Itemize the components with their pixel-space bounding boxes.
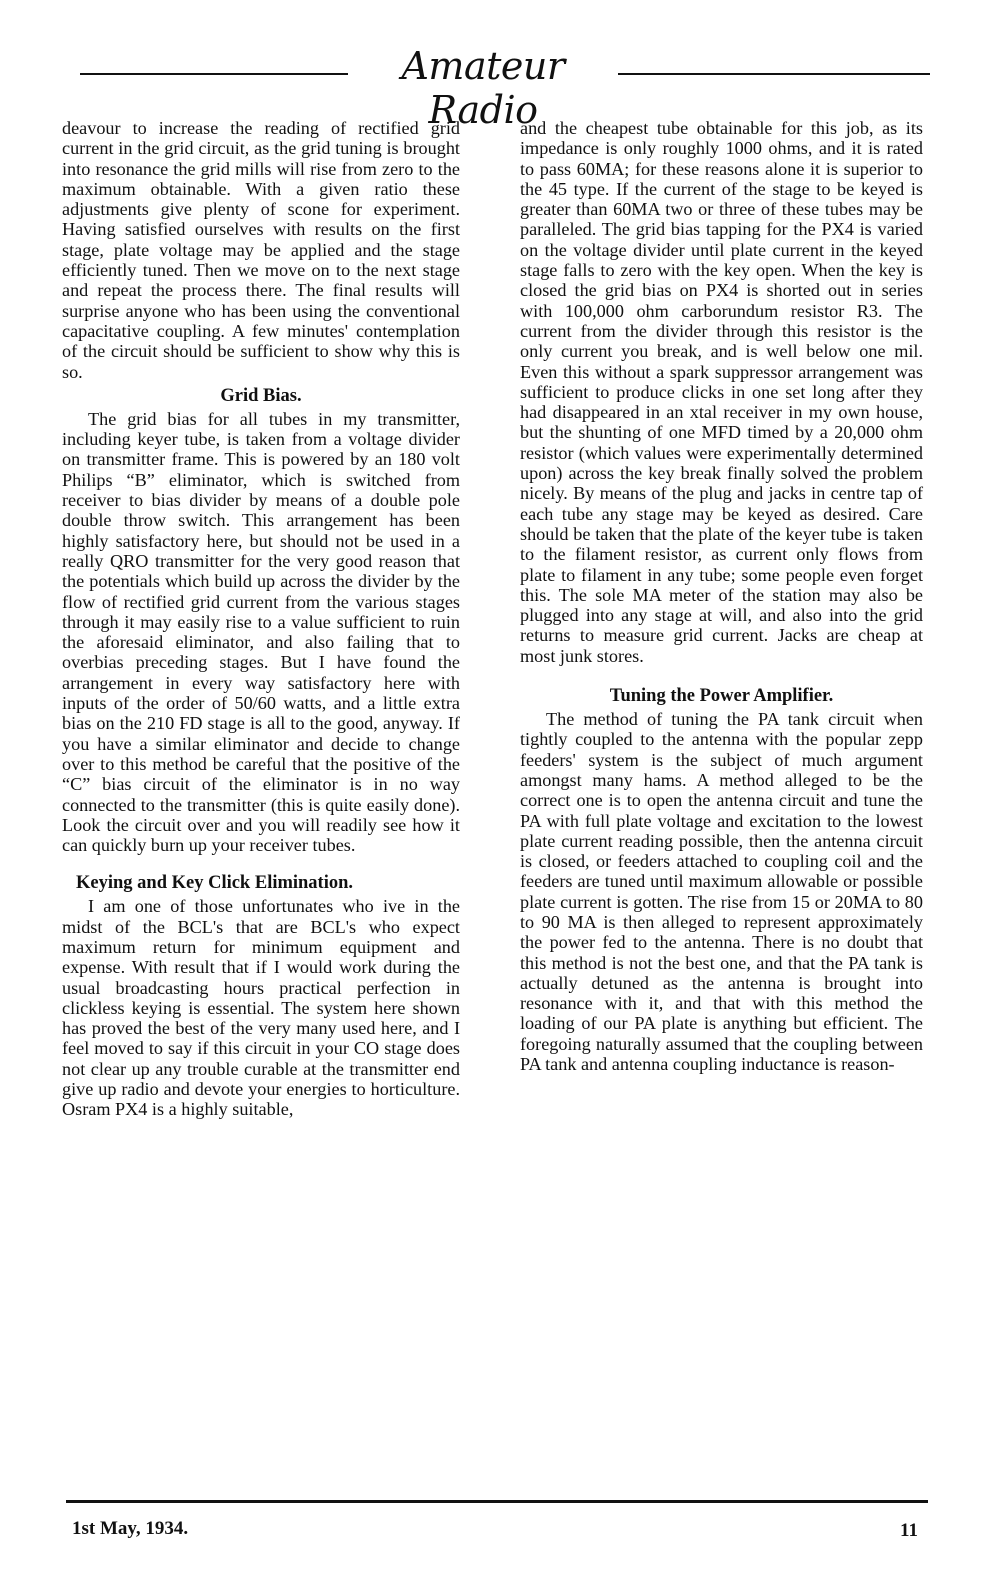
header-rule-left — [80, 73, 348, 75]
issue-date: 1st May, 1934. — [72, 1518, 189, 1539]
footer-rule — [66, 1500, 928, 1503]
section-heading-keying: Keying and Key Click Elimination. — [76, 873, 354, 894]
paragraph: The method of tuning the PA tank circuit when tightly coupled to the antenna with the popular zepp feeders' system is the subject of much argument amongst many hams. A method alleged to be the correct one is to open the antenna circuit and tune the PA with full plate voltage and excitation to the lowest plate current reading possible, then the antenna circuit is closed, or feeders attached to coupling coil and the feeders are tuned until maximum allowable or possible plate current is gotten. The rise from 15 or 20MA to 80 to 90 MA is then alleged to represent approximately the power fed to the antenna. There is no doubt that this method is not the best one, and that the PA tank is actually detuned as the antenna is brought into resonance with it, and that with this method the loading of our PA plate is anything but efficient. The foregoing naturally assumed that the coupling between PA tank and antenna coupling inductance is reason- — [520, 709, 923, 1075]
paragraph: The grid bias for all tubes in my transmitter, including keyer tube, is taken from a voltage divider on transmitter frame. This is powered by an 180 volt Philips “B” eliminator, which is switched from receiver to bias divider by means of a double pole double throw switch. This arrangement has been highly satisfactory here, but should not be used in a really QRO transmitter for the very good reason that the potentials which build up across the divider by the flow of rectified grid current from the various stages through it may easily rise to a value sufficient to ruin the aforesaid eliminator, and also failing that to overbias preceding stages. But I have found the arrangement in every way satisfactory here with inputs of the order of 50/60 watts, and a little extra bias on the 210 FD stage is all to the good, anyway. If you have a similar eliminator and decide to change over to this method be careful that the positive of the “C” bias circuit of the eliminator is in no way connected to the transmitter (this is quite easily done). Look the circuit over and you will readily see how it can quickly burn up your receiver tubes. — [62, 408, 460, 856]
page-header — [70, 40, 940, 132]
header-rule-right — [618, 73, 930, 75]
paragraph: deavour to increase the reading of rectified grid current in the grid circuit, as the grid tuning is brought into resonance the grid mills will rise from zero to the maximum obtainable. With a given ratio these adjustments give plenty of scone for experiment. Having satisfied ourselves with results on the first stage, plate voltage may be applied and the stage efficiently tuned. Then we move on to the next stage and repeat the process there. The final results will surprise anyone who has been using the conventional capacitative coupling. A few minutes' contemplation of the circuit should be sufficient to show why this is so. — [62, 118, 460, 382]
section-heading-tuning: Tuning the Power Amplifier. — [609, 686, 834, 707]
section-heading-grid-bias: Grid Bias. — [220, 385, 302, 406]
paragraph: and the cheapest tube obtainable for this job, as its impedance is only roughly 1000 ohms, and it is rated to pass 60MA; for these reasons alone it is superior to the 45 type. If the current of the stage to be keyed is greater than 60MA two or three of these tubes may be paralleled. The grid bias tapping for the PX4 is varied on the voltage divider until plate current in the keyed stage falls to zero with the key open. When the key is closed the grid bias on PX4 is shorted out in series with 100,000 ohm carborundum resistor R3. The current from the divider through this resistor is the only current you break, and is well below one mil. Even this without a spark suppressor arrangement was sufficient to produce clicks in one set long after they had disappeared in an xtal receiver in my own house, but the shunting of one MFD timed by a 20,000 ohm resistor (which values were experimentally determined upon) across the key break finally solved the problem nicely. By means of the plug and jacks in centre tap of each tube any stage may be keyed as desired. Care should be taken that the plate of the keyer tube is taken to the filament resistor, as current only flows from plate to filament in any tube; some people even forget this. The sole MA meter of the station may also be plugged into any stage at will, and also into the grid returns to measure grid current. Jacks are cheap at most junk stores. — [520, 118, 923, 666]
page-number: 11 — [900, 1520, 918, 1541]
masthead: Amateur Radio — [401, 44, 565, 132]
paragraph: I am one of those unfortunates who ive in the midst of the BCL's that are BCL's who expect maximum return for minimum equipment and expense. With result that if I would work during the usual broadcasting hours practical perfection in clickless keying is essential. The system here shown has proved the best of the very many used here, and I feel moved to say if this circuit in your CO stage does not clear up any trouble curable at the transmitter end give up radio and devote your energies to horticulture. Osram PX4 is a highly suitable, — [62, 896, 460, 1120]
left-column — [62, 118, 460, 1120]
right-column — [520, 118, 923, 1074]
